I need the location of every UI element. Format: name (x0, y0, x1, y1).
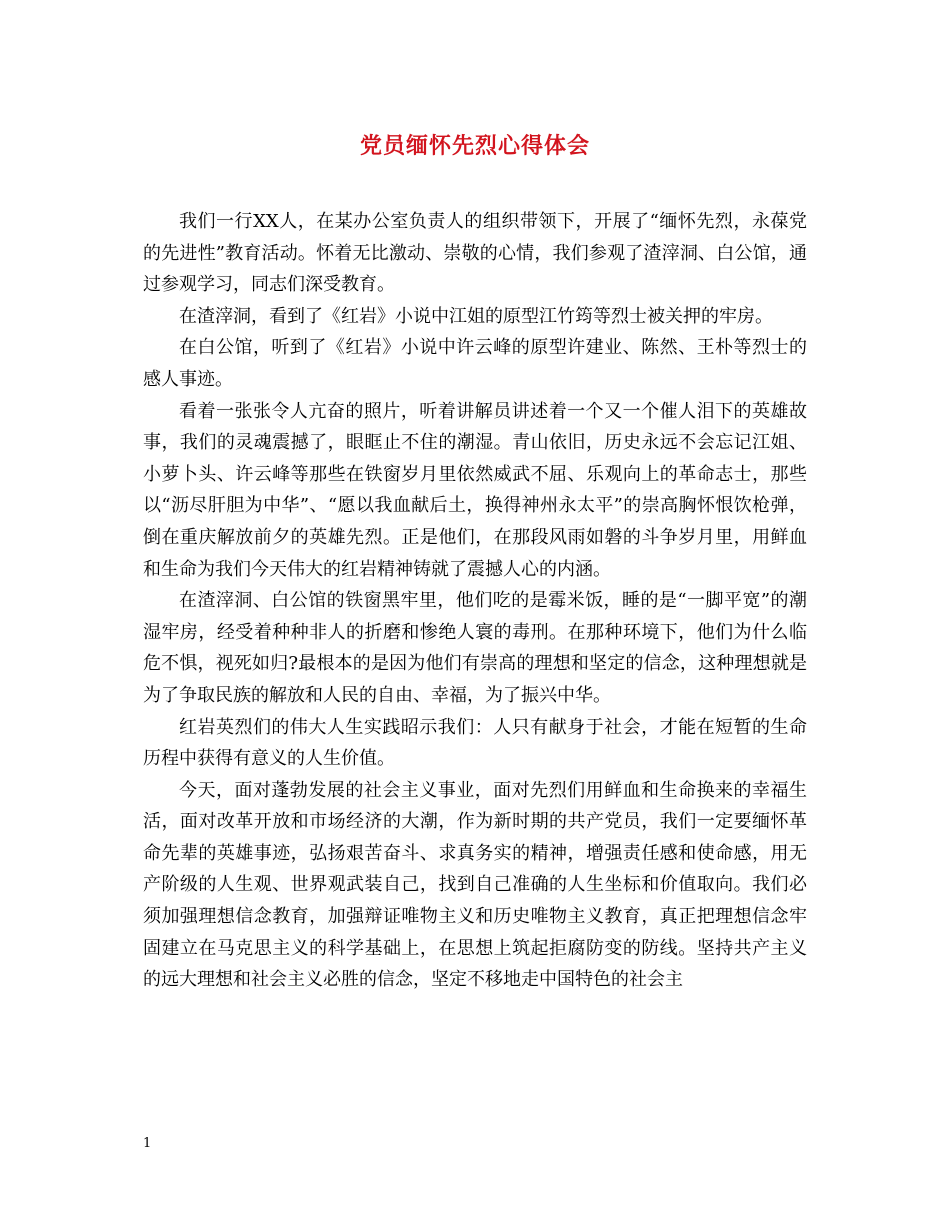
paragraph: 今天，面对蓬勃发展的社会主义事业，面对先烈们用鲜血和生命换来的幸福生活，面对改革开放和市场经济的大潮，作为新时期的共产党员，我们一定要缅怀革命先辈的英雄事迹，弘扬艰苦奋斗、求真务实的精神，增强责任感和使命感，用无产阶级的人生观、世界观武装自己，找到自己准确的人生坐标和价值取向。我们必须加强理想信念教育，加强辩证唯物主义和历史唯物主义教育，真正把理想信念牢固建立在马克思主义的科学基础上，在思想上筑起拒腐防变的防线。坚持共产主义的远大理想和社会主义必胜的信念，坚定不移地走中国特色的社会主 (143, 779, 807, 991)
paragraph: 红岩英烈们的伟大人生实践昭示我们：人只有献身于社会，才能在短暂的生命历程中获得有意义的人生价值。 (143, 716, 807, 770)
document-body (143, 206, 807, 996)
document-title: 党员缅怀先烈心得体会 (359, 133, 590, 159)
paragraph: 看着一张张令人亢奋的照片，听着讲解员讲述着一个又一个催人泪下的英雄故事，我们的灵魂震撼了，眼眶止不住的潮湿。青山依旧，历史永远不会忘记江姐、小萝卜头、许云峰等那些在铁窗岁月里依然威武不屈、乐观向上的革命志士，那些以“沥尽肝胆为中华”、“愿以我血献后土，换得神州永太平”的崇高胸怀恨饮枪弹，倒在重庆解放前夕的英雄先烈。正是他们，在那段风雨如磐的斗争岁月里，用鲜血和生命为我们今天伟大的红岩精神铸就了震撼人心的内涵。 (143, 400, 807, 580)
page-number: 1 (143, 1136, 152, 1151)
paragraph: 在渣滓洞，看到了《红岩》小说中江姐的原型江竹筠等烈士被关押的牢房。 (179, 305, 773, 327)
paragraph: 在渣滓洞、白公馆的铁窗黑牢里，他们吃的是霉米饭，睡的是“一脚平宽”的潮湿牢房，经受着种种非人的折磨和惨绝人寰的毒刑。在那种环境下，他们为什么临危不惧，视死如归?最根本的是因为他们有崇高的理想和坚定的信念，这种理想就是为了争取民族的解放和人民的自由、幸福，为了振兴中华。 (143, 590, 807, 706)
paragraph: 在白公馆，听到了《红岩》小说中许云峰的原型许建业、陈然、王朴等烈士的感人事迹。 (143, 337, 807, 390)
paragraph: 我们一行XX人，在某办公室负责人的组织带领下，开展了“缅怀先烈，永葆党的先进性”教育活动。怀着无比激动、崇敬的心情，我们参观了渣滓洞、白公馆，通过参观学习，同志们深受教育。 (143, 211, 807, 296)
